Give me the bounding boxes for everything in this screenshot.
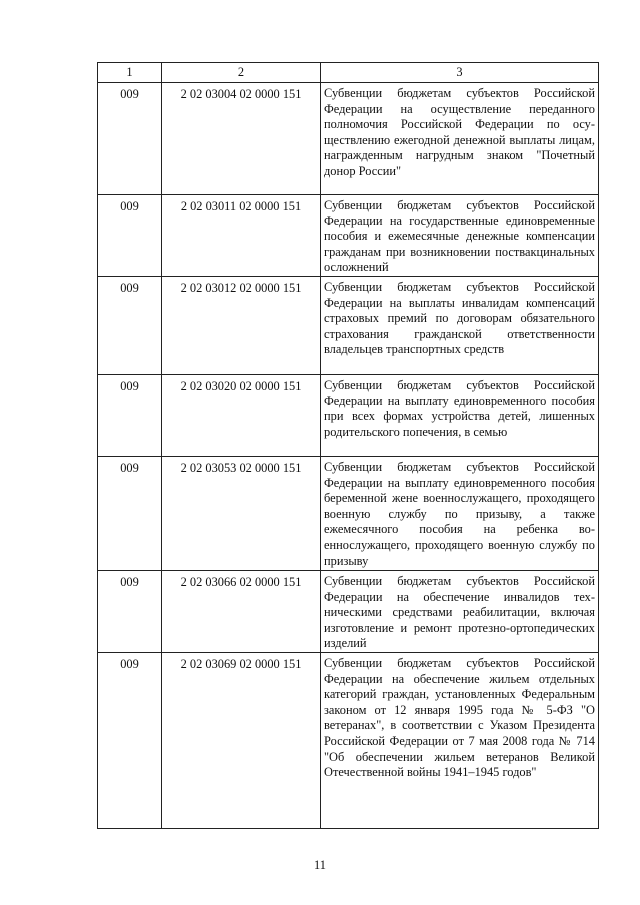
revenue-code-cell: 2 02 03011 02 0000 151 — [162, 195, 321, 277]
table-row — [98, 195, 599, 277]
revenue-code-cell: 2 02 03012 02 0000 151 — [162, 277, 321, 375]
page-number: 11 — [314, 858, 326, 872]
description-cell: Субвенции бюджетам субъектов Российской Федерации на выплату единовременного пособия беременной жене военнослужащего, проходящего военную службу по призыву, а также ежемесячного пособия на ребенка военнослужащего, проходящего военную службу по призыву — [321, 457, 599, 571]
admin-code-cell: 009 — [98, 375, 162, 457]
table-row — [98, 571, 599, 653]
revenue-code-cell: 2 02 03053 02 0000 151 — [162, 457, 321, 571]
revenue-code-cell: 2 02 03069 02 0000 151 — [162, 653, 321, 829]
table-row — [98, 653, 599, 829]
table-body — [98, 83, 599, 829]
description-cell: Субвенции бюджетам субъектов Российской Федерации на государственные единовременные пособия и ежемесячные денежные компенсации гражданам при возникновении поствакцинальных осложнений — [321, 195, 599, 277]
admin-code-cell: 009 — [98, 457, 162, 571]
description-cell: Субвенции бюджетам субъектов Российской Федерации на выплату единовременного пособия при всех формах устройства детей, лишенных родительского попечения, в семью — [321, 375, 599, 457]
admin-code-cell: 009 — [98, 195, 162, 277]
header-col-2: 2 — [162, 63, 321, 83]
admin-code-cell: 009 — [98, 571, 162, 653]
admin-code-cell: 009 — [98, 653, 162, 829]
revenue-code-cell: 2 02 03004 02 0000 151 — [162, 83, 321, 195]
description-cell: Субвенции бюджетам субъектов Российской Федерации на обеспечение инвалидов техническими средствами реабилитации, включая изготовление и ремонт протезно-ортопедических изделий — [321, 571, 599, 653]
header-col-3: 3 — [321, 63, 599, 83]
description-cell: Субвенции бюджетам субъектов Российской Федерации на осуществление переданного полномочия Российской Федерации по осуществлению ежегодной денежной выплаты лицам, награжденным нагрудным знаком "Почетный донор России" — [321, 83, 599, 195]
table-row — [98, 457, 599, 571]
admin-code-cell: 009 — [98, 83, 162, 195]
revenue-codes-table — [97, 62, 599, 829]
table-row — [98, 277, 599, 375]
table-row — [98, 375, 599, 457]
admin-code-cell: 009 — [98, 277, 162, 375]
description-cell: Субвенции бюджетам субъектов Российской Федерации на выплаты инвалидам компенсаций страховых премий по договорам обязательного страхования гражданской ответственности владельцев транспортных средств — [321, 277, 599, 375]
table-header — [98, 63, 599, 83]
revenue-code-cell: 2 02 03020 02 0000 151 — [162, 375, 321, 457]
header-col-1: 1 — [98, 63, 162, 83]
revenue-code-cell: 2 02 03066 02 0000 151 — [162, 571, 321, 653]
description-cell: Субвенции бюджетам субъектов Российской Федерации на обеспечение жильем отдельных категорий граждан, установленных Федеральным законом от 12 января 1995 года № 5-ФЗ "О ветеранах", в соответствии с Указом Президента Российской Федерации от 7 мая 2008 года № 714 "Об обеспечении жильем ветеранов Великой Отечественной войны 1941–1945 годов" — [321, 653, 599, 829]
table-row — [98, 83, 599, 195]
header-row — [98, 63, 599, 83]
